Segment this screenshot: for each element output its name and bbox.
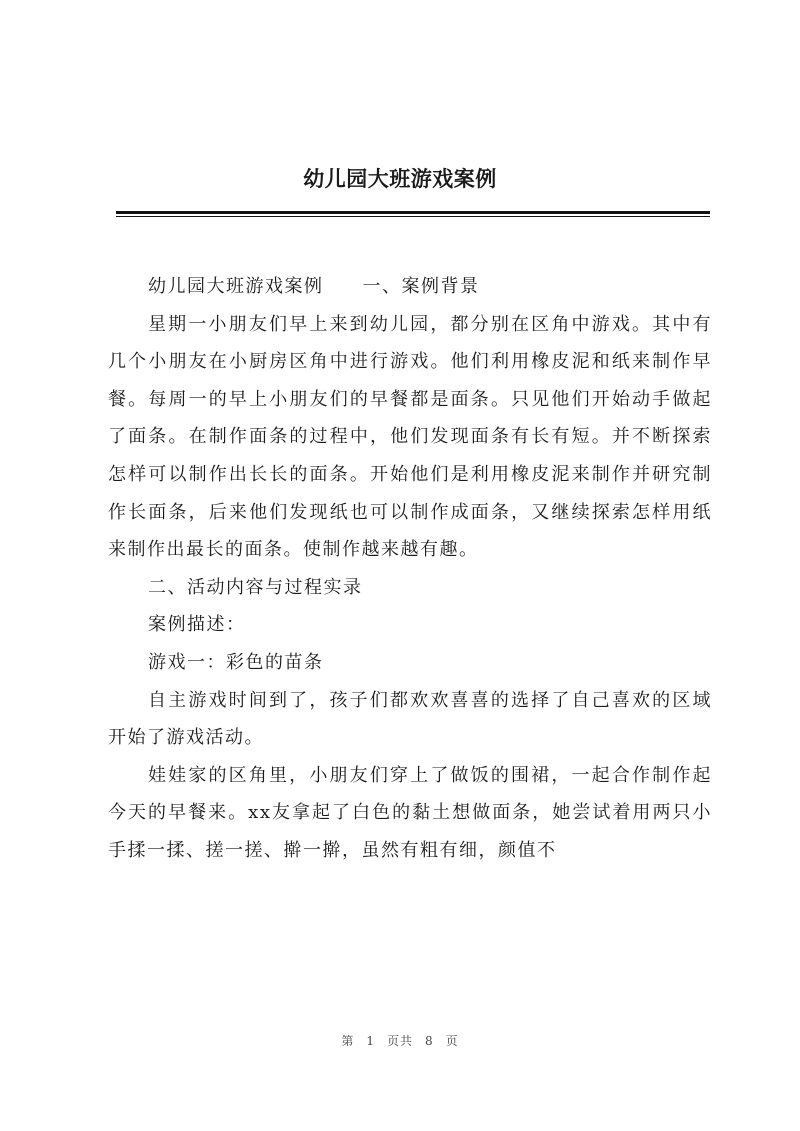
paragraph-case-description-label: 案例描述：: [148, 614, 246, 636]
footer-prefix: 第: [341, 1034, 355, 1048]
document-body: [108, 268, 712, 870]
paragraph-background-text: 星期一小朋友们早上来到幼儿园，都分别在区角中游戏。其中有几个小朋友在小厨房区角中进行游戏。他们利用橡皮泥和纸来制作早餐。每周一的早上小朋友们的早餐都是面条。只见他们开始动手做起了面条。在制作面条的过程中，他们发现面条有长有短。并不断探索怎样可以制作出长长的面条。开始他们是利用橡皮泥来制作并研究制作长面条，后来他们发现纸也可以制作成面条，又继续探索怎样用纸来制作出最长的面条。使制作越来越有趣。: [108, 313, 712, 561]
footer-total-pages: 8: [425, 1034, 434, 1048]
title-underline-thick: [116, 211, 710, 214]
title-underline-thin: [116, 216, 710, 217]
paragraph-free-play: 自主游戏时间到了，孩子们都欢欢喜喜的选择了自己喜欢的区域开始了游戏活动。: [108, 689, 712, 749]
footer-page-number: 1: [366, 1034, 375, 1048]
page-title: 幼儿园大班游戏案例: [303, 166, 497, 191]
paragraph-doll-house: 娃娃家的区角里，小朋友们穿上了做饭的围裙，一起合作制作起今天的早餐来。xx友拿起了白色的黏土想做面条，她尝试着用两只小手揉一揉、搓一搓、擀一擀，虽然有粗有细，颜值不: [108, 764, 712, 861]
paragraph-game-one-title: 游戏一：彩色的苗条: [148, 651, 324, 673]
footer-mid: 页共: [386, 1034, 413, 1048]
paragraph-heading-background: 幼儿园大班游戏案例 一、案例背景: [148, 276, 480, 297]
footer-suffix: 页: [445, 1034, 459, 1048]
paragraph-heading-activity: 二、活动内容与过程实录: [148, 576, 363, 598]
page-footer: [0, 1032, 800, 1049]
